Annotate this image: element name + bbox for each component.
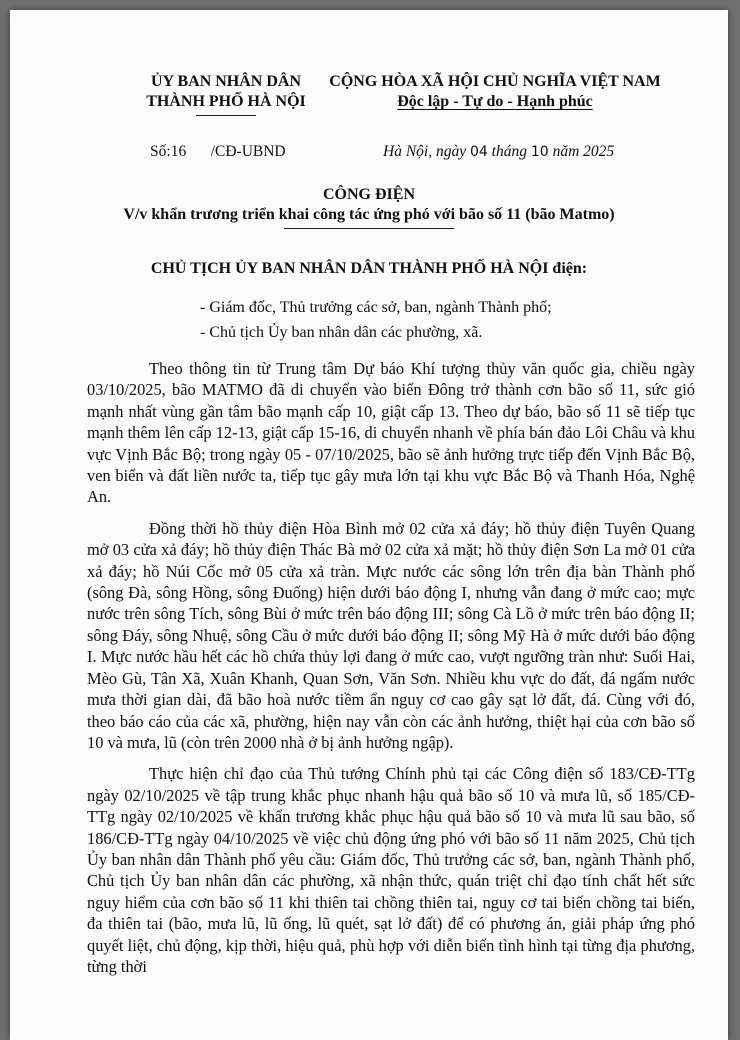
- authority-line-2: THÀNH PHỐ HÀ NỘI: [146, 93, 306, 110]
- month-label: tháng: [487, 143, 531, 160]
- national-heading: [310, 72, 680, 112]
- document-code: /CĐ-UBND: [210, 143, 286, 160]
- national-name: CỘNG HÒA XÃ HỘI CHỦ NGHĨA VIỆT NAM: [329, 73, 661, 90]
- recipient-item: - Giám đốc, Thủ trưởng các sở, ban, ngành Thành phố;: [200, 299, 552, 316]
- recipient-list: [200, 295, 700, 345]
- body-paragraph: Thực hiện chỉ đạo của Thủ tướng Chính phủ tại các Công điện số 183/CĐ-TTg ngày 02/10/2025 về tập trung khắc phục nhanh hậu quả bão số 10 và mưa lũ, số 185/CĐ-TTg ngày 02/10/2025 về khẩn trương khắc phục hậu quả bão số 10 và mưa lũ sau bão, số 186/CĐ-TTg ngày 04/10/2025 về việc chủ động ứng phó với bão số 11 năm 2025, Chủ tịch Ủy ban nhân dân Thành phố yêu cầu: Giám đốc, Thủ trưởng các sở, ban, ngành Thành phố, Chủ tịch Ủy ban nhân dân các phường, xã nhận thức, quán triệt chỉ đạo tính chất hết sức nguy hiểm của cơn bão số 11 khi thiên tai chồng thiên tai, nguy cơ tai biến chồng tai biến, đa thiên tai (bão, mưa lũ, lũ ống, lũ quét, sạt lở đất) để có phương án, giải pháp ứng phó quyết liệt, chủ động, kịp thời, hiệu quả, phù hợp với diễn biến tình hình tại từng địa phương, từng thời: [87, 764, 695, 976]
- date-month: 10: [530, 144, 549, 160]
- document-title: [10, 185, 728, 229]
- number-label: Số:: [150, 143, 171, 160]
- body-paragraph: Đồng thời hồ thủy điện Hòa Bình mở 02 cửa xả đáy; hồ thủy điện Tuyên Quang mở 03 cửa xả đáy; hồ thủy điện Thác Bà mở 02 cửa xả mặt; hồ thủy điện Sơn La mở 01 cửa xả đáy; hồ Núi Cốc mở 05 cửa xả tràn. Mực nước các sông lớn trên địa bàn Thành phố (sông Đà, sông Hồng, sông Đuống) hiện dưới báo động I, nhưng vẫn đang ở mức cao; mực nước trên sông Tích, sông Bùi ở mức trên báo động III; sông Cà Lồ ở mức trên báo động II; sông Đáy, sông Nhuệ, sông Cầu ở mức dưới báo động II; sông Mỹ Hà ở mức dưới báo động I. Mực nước hầu hết các hồ chứa thủy lợi đang ở mức cao, vượt ngưỡng tràn như: Suối Hai, Mèo Gù, Tân Xã, Xuân Khanh, Quan Sơn, Văn Sơn. Nhiều khu vực do đất, đá ngấm nước mưa thời gian dài, đã bão hoà nước tiềm ẩn nguy cơ cao gây sạt lở đất, đá. Cùng với đó, theo báo cáo của các xã, phường, hiện nay vẫn còn các ảnh hưởng, thiệt hại của cơn bão số 10 và mưa, lũ (còn trên 2000 nhà ở bị ảnh hưởng ngập).: [87, 518, 695, 752]
- authority-underline: [196, 115, 256, 116]
- place-and-date: [383, 143, 614, 161]
- title-type: CÔNG ĐIỆN: [322, 186, 415, 203]
- date-year: năm 2025: [548, 143, 615, 160]
- body-paragraph: Theo thông tin từ Trung tâm Dự báo Khí tượng thủy văn quốc gia, chiều ngày 03/10/2025, bão MATMO đã di chuyển vào biển Đông trở thành cơn bão số 11, sức gió mạnh nhất vùng gần tâm bão mạnh cấp 10, giật cấp 13. Theo dự báo, bão số 11 sẽ tiếp tục mạnh thêm lên cấp 12-13, giật cấp 15-16, di chuyển nhanh về phía bán đảo Lôi Châu và khu vực Vịnh Bắc Bộ; trong ngày 05 - 07/10/2025, bão sẽ ảnh hưởng trực tiếp đến Vịnh Bắc Bộ, ven biển và đất liền nước ta, tiếp tục gây mưa lớn tại khu vực Bắc Bộ và Thanh Hóa, Nghệ An.: [87, 359, 695, 507]
- sender-line: CHỦ TỊCH ỦY BAN NHÂN DÂN THÀNH PHỐ HÀ NỘI điện:: [150, 260, 588, 277]
- date-prefix: Hà Nội, ngày: [383, 143, 470, 160]
- national-motto: Độc lập - Tự do - Hạnh phúc: [397, 93, 593, 110]
- document-body: [87, 358, 695, 987]
- document-number: [150, 143, 286, 161]
- recipient-item: - Chủ tịch Ủy ban nhân dân các phường, xã.: [200, 324, 483, 341]
- authority-line-1: ỦY BAN NHÂN DÂN: [150, 73, 302, 90]
- document-page: [10, 10, 728, 1040]
- number-value: 16: [170, 143, 187, 160]
- title-subject: V/v khẩn trương triển khai công tác ứng phó với bão số 11 (bão Matmo): [123, 206, 615, 223]
- title-underline: [284, 228, 454, 229]
- date-day: 04: [469, 144, 488, 160]
